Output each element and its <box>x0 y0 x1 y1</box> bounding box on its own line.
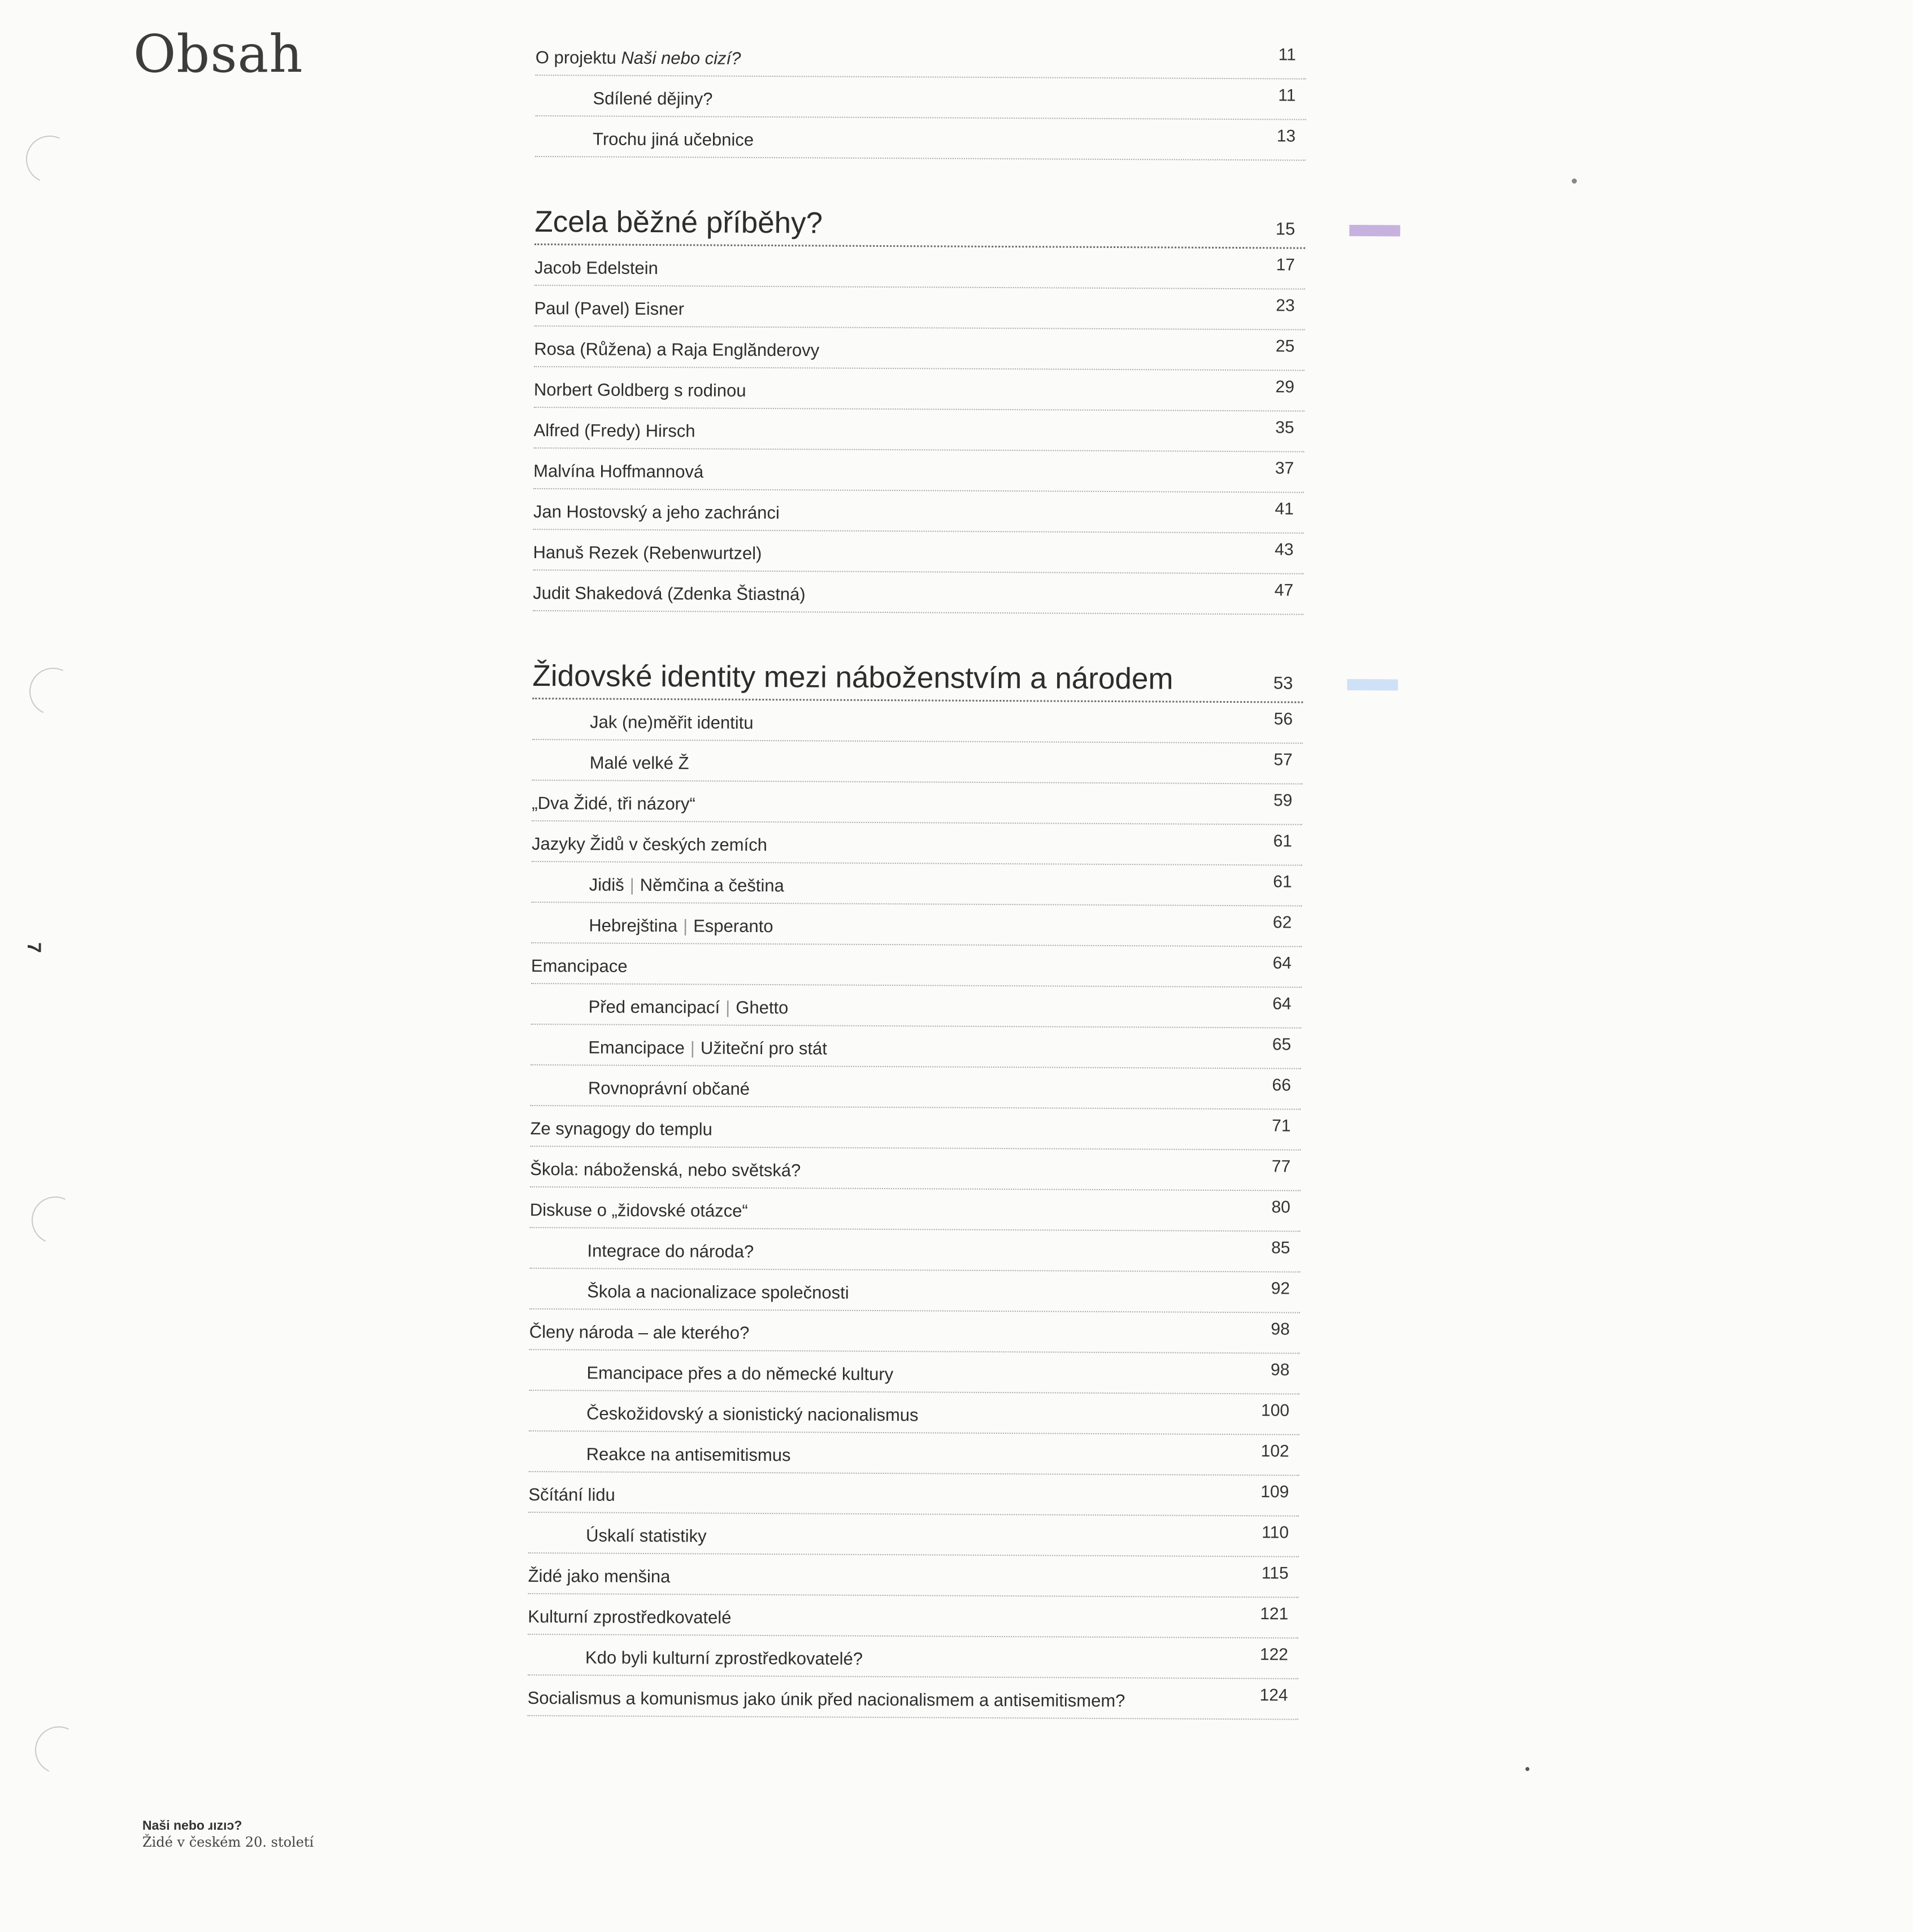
scan-speck <box>1572 179 1577 184</box>
toc-entry[interactable] <box>534 327 1305 371</box>
table-of-contents <box>527 35 1306 1755</box>
toc-entry-page: 71 <box>1272 1116 1291 1135</box>
toc-entry-page: 61 <box>1273 872 1292 891</box>
toc-entry-label: Malé velké Ž <box>589 752 689 773</box>
toc-entry-label: Rovnoprávní občané <box>588 1078 750 1099</box>
toc-entry[interactable] <box>530 1147 1301 1191</box>
scan-speck <box>1525 1767 1529 1771</box>
toc-entry-label: Judit Shakedová (Zdenka Štiastná) <box>533 582 806 604</box>
toc-entry-label: Norbert Goldberg s rodinou <box>533 379 746 401</box>
footer <box>142 1817 314 1851</box>
toc-entry-page: 29 <box>1275 377 1295 397</box>
toc-entry-page: 13 <box>1276 127 1296 146</box>
toc-subentry[interactable] <box>529 1431 1299 1476</box>
toc-entry-label: Sčítání lidu <box>528 1484 615 1505</box>
toc-part-1 <box>533 192 1306 615</box>
toc-entry-page: 11 <box>1278 45 1296 64</box>
toc-entry-intro[interactable] <box>536 35 1306 80</box>
binder-hole-mark <box>25 1190 86 1251</box>
footer-subtitle: Židé v českém 20. století <box>142 1834 314 1850</box>
toc-entry-label: Malvína Hoffmannová <box>533 460 704 482</box>
toc-entry-label: Socialismus a komunismus jako únik před nacionalismem a antisemitismem? <box>527 1687 1125 1711</box>
toc-entry-label: Sdílené dějiny? <box>593 88 713 109</box>
toc-entry-page: 35 <box>1275 418 1294 437</box>
toc-entry-label: Reakce na antisemitismus <box>586 1444 791 1465</box>
toc-subentry[interactable] <box>529 1350 1299 1395</box>
toc-part-heading[interactable] <box>532 646 1303 703</box>
toc-entry-label: Židé jako menšina <box>528 1565 671 1587</box>
toc-entry-page: 64 <box>1272 994 1292 1013</box>
toc-entry[interactable] <box>533 530 1303 575</box>
toc-entry-label: Emancipace | Užiteční pro stát <box>588 1037 827 1059</box>
toc-entry-page: 77 <box>1271 1157 1291 1176</box>
toc-intro-section <box>535 35 1306 161</box>
toc-entry-page: 17 <box>1276 255 1295 275</box>
toc-entry-page: 64 <box>1272 954 1292 973</box>
toc-entry-page: 61 <box>1273 832 1293 851</box>
toc-entry-label: Před emancipací | Ghetto <box>588 997 789 1018</box>
toc-entry-label: Jidiš | Němčina a čeština <box>589 874 784 896</box>
toc-entry[interactable] <box>533 408 1304 452</box>
toc-entry-label: Emancipace přes a do německé kultury <box>586 1363 894 1385</box>
separator: | <box>629 874 634 895</box>
footer-series-title: Naši nebo ɹızıɔ? <box>142 1818 242 1833</box>
toc-subentry[interactable] <box>532 699 1303 744</box>
toc-subentry[interactable] <box>531 1025 1301 1069</box>
toc-entry[interactable] <box>529 1309 1300 1354</box>
toc-entry-page: 65 <box>1272 1035 1292 1054</box>
toc-entry-label: Emancipace <box>531 955 628 976</box>
toc-entry-label: Českožidovský a sionistický nacionalismus <box>586 1403 919 1425</box>
toc-entry-label: Hebrejština | Esperanto <box>589 915 773 937</box>
separator: | <box>683 916 688 936</box>
toc-part-title: Židovské identity mezi náboženstvím a národem <box>532 659 1173 696</box>
section-color-tab <box>1349 225 1400 236</box>
toc-entry-label: Jan Hostovský a jeho zachránci <box>533 501 780 523</box>
separator: | <box>725 997 731 1017</box>
toc-entry-label: Úskalí statistiky <box>585 1525 707 1546</box>
toc-entry-page: 85 <box>1271 1238 1290 1257</box>
toc-entry[interactable] <box>533 489 1304 534</box>
toc-entry-label: „Dva Židé, tři názory“ <box>532 793 695 814</box>
toc-entry-page: 41 <box>1275 499 1294 519</box>
toc-entry-page: 43 <box>1275 540 1294 559</box>
toc-entry-page: 115 <box>1261 1564 1289 1583</box>
toc-entry-label: Hanuš Rezek (Rebenwurtzel) <box>533 542 762 563</box>
toc-entry[interactable] <box>528 1472 1299 1517</box>
toc-entry-page: 37 <box>1275 459 1294 478</box>
toc-subentry[interactable] <box>531 1065 1301 1110</box>
toc-part-title: Zcela běžné příběhy? <box>534 204 823 240</box>
page-number: 7 <box>23 942 45 953</box>
toc-entry[interactable] <box>531 943 1302 988</box>
toc-subentry[interactable] <box>529 1269 1300 1313</box>
toc-entry-page: 98 <box>1271 1320 1290 1339</box>
toc-entry[interactable] <box>528 1554 1299 1598</box>
toc-entry-page: 92 <box>1271 1279 1290 1298</box>
toc-entry-label: Jacob Edelstein <box>534 257 658 279</box>
toc-entry[interactable] <box>534 245 1305 290</box>
toc-subentry[interactable] <box>532 740 1303 785</box>
binder-hole-mark <box>19 129 80 190</box>
binder-hole-mark <box>23 661 84 722</box>
toc-entry-label: O projektu Naši nebo cizí? <box>535 47 741 68</box>
toc-entry[interactable] <box>530 1106 1301 1151</box>
toc-entry[interactable] <box>533 571 1303 615</box>
toc-subentry[interactable] <box>535 76 1306 120</box>
toc-entry[interactable] <box>534 367 1305 412</box>
toc-entry-label: Kdo byli kulturní zprostředkovatelé? <box>585 1647 863 1669</box>
toc-entry-page: 15 <box>1275 219 1295 239</box>
toc-subentry[interactable] <box>528 1635 1298 1679</box>
toc-subentry[interactable] <box>531 984 1301 1029</box>
toc-entry-label: Ze synagogy do templu <box>530 1118 712 1139</box>
toc-entry[interactable] <box>533 449 1304 493</box>
toc-entry-page: 121 <box>1260 1604 1289 1624</box>
toc-subentry[interactable] <box>528 1513 1299 1557</box>
toc-entry-page: 57 <box>1273 750 1293 769</box>
toc-entry-label: Alfred (Fredy) Hirsch <box>533 420 695 441</box>
toc-entry-page: 59 <box>1273 791 1293 810</box>
toc-entry-label: Paul (Pavel) Eisner <box>534 298 685 319</box>
toc-entry-page: 102 <box>1260 1442 1289 1461</box>
toc-entry-page: 100 <box>1260 1401 1290 1420</box>
toc-entry-page: 80 <box>1271 1198 1290 1217</box>
toc-entry[interactable] <box>532 821 1302 866</box>
toc-entry-label: Škola: náboženská, nebo světská? <box>530 1159 801 1181</box>
toc-entry-page: 56 <box>1273 710 1293 729</box>
toc-entry-page: 25 <box>1275 337 1295 356</box>
toc-entry[interactable] <box>532 781 1302 825</box>
toc-subentry[interactable] <box>529 1228 1300 1273</box>
toc-entry-page: 23 <box>1276 296 1295 315</box>
toc-entry-page: 66 <box>1272 1076 1292 1095</box>
toc-entry[interactable] <box>528 1594 1298 1639</box>
toc-entry-label: Rosa (Růžena) a Raja Englănderovy <box>534 338 820 360</box>
toc-subentry[interactable] <box>529 1391 1299 1435</box>
toc-entry-page: 47 <box>1274 581 1294 600</box>
toc-entry-label: Jak (ne)měřit identitu <box>589 712 754 733</box>
toc-subentry[interactable] <box>531 862 1302 907</box>
page-title: Obsah <box>133 24 303 84</box>
toc-entry-label: Integrace do národa? <box>587 1241 754 1261</box>
toc-part-2 <box>527 646 1303 1720</box>
toc-entry-page: 53 <box>1273 673 1293 693</box>
toc-entry-label: Diskuse o „židovské otázce“ <box>529 1199 748 1221</box>
toc-entry[interactable] <box>530 1187 1301 1232</box>
toc-entry-page: 110 <box>1262 1523 1289 1542</box>
binder-hole-mark <box>28 1720 89 1781</box>
toc-entry-label: Trochu jiná učebnice <box>593 129 754 150</box>
toc-entry-page: 124 <box>1259 1686 1288 1705</box>
toc-entry-page: 122 <box>1259 1645 1289 1664</box>
section-color-tab <box>1347 679 1398 690</box>
toc-subentry[interactable] <box>531 903 1302 947</box>
toc-entry-label: Členy národa – ale kterého? <box>529 1321 750 1343</box>
toc-entry-page: 109 <box>1260 1482 1289 1502</box>
toc-part-heading[interactable] <box>534 192 1305 249</box>
toc-entry-page: 62 <box>1272 913 1292 932</box>
toc-entry-label: Kulturní zprostředkovatelé <box>528 1606 732 1628</box>
toc-subentry[interactable] <box>535 116 1306 161</box>
toc-entry[interactable] <box>527 1676 1298 1720</box>
toc-entry-label: Škola a nacionalizace společnosti <box>587 1281 849 1303</box>
separator: | <box>690 1038 695 1058</box>
toc-entry-page: 11 <box>1278 86 1296 105</box>
toc-entry-page: 98 <box>1271 1360 1290 1380</box>
toc-entry[interactable] <box>534 286 1305 330</box>
toc-entry-label: Jazyky Židů v českých zemích <box>531 833 767 855</box>
